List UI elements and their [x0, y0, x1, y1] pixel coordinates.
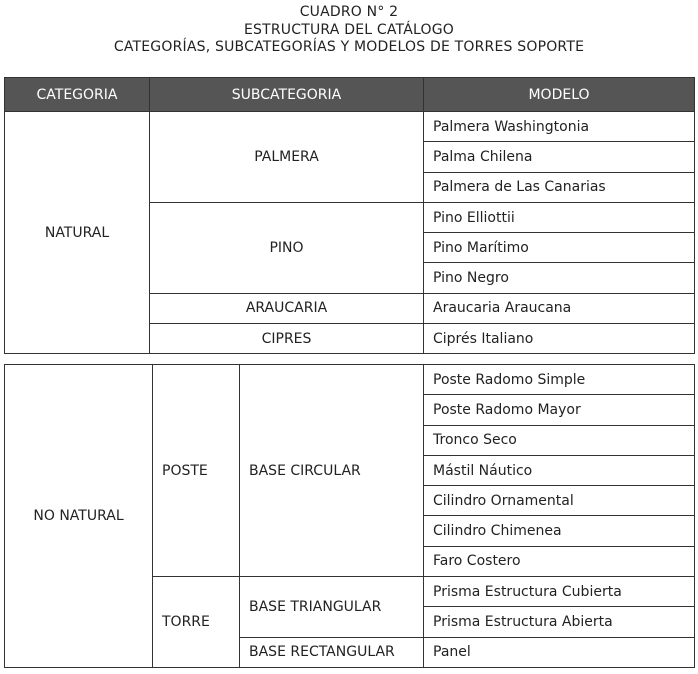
model-cell: Poste Radomo Simple [424, 365, 695, 395]
model-cell: Prisma Estructura Abierta [424, 607, 695, 637]
category-cell: NO NATURAL [5, 365, 153, 668]
base-cell: BASE TRIANGULAR [240, 577, 424, 638]
subcategory-cell: TORRE [153, 577, 240, 668]
header-modelo: MODELO [424, 78, 695, 112]
model-cell: Palma Chilena [424, 142, 695, 172]
header-row [5, 78, 695, 112]
caption-subtitle: CATEGORÍAS, SUBCATEGORÍAS Y MODELOS DE TORRES SOPORTE [113, 39, 585, 55]
caption-title: ESTRUCTURA DEL CATÁLOGO [244, 21, 454, 38]
base-cell: BASE CIRCULAR [240, 365, 424, 577]
model-cell: Mástil Náutico [424, 455, 695, 485]
subcategory-cell: POSTE [153, 365, 240, 577]
model-cell: Pino Marítimo [424, 233, 695, 263]
subcategory-cell: CIPRES [150, 324, 424, 354]
table-row [5, 365, 695, 395]
model-cell: Faro Costero [424, 546, 695, 576]
subcategory-cell: ARAUCARIA [150, 293, 424, 323]
natural-catalog-table [4, 77, 695, 354]
model-cell: Ciprés Italiano [424, 324, 695, 354]
table-row [5, 112, 695, 142]
model-cell: Panel [424, 637, 695, 667]
model-cell: Pino Negro [424, 263, 695, 293]
table-caption [0, 4, 698, 57]
model-cell: Araucaria Araucana [424, 293, 695, 323]
header-subcategoria: SUBCATEGORIA [150, 78, 424, 112]
model-cell: Tronco Seco [424, 425, 695, 455]
model-cell: Prisma Estructura Cubierta [424, 577, 695, 607]
model-cell: Cilindro Ornamental [424, 486, 695, 516]
base-cell: BASE RECTANGULAR [240, 637, 424, 667]
model-cell: Palmera Washingtonia [424, 112, 695, 142]
model-cell: Palmera de Las Canarias [424, 172, 695, 202]
model-cell: Cilindro Chimenea [424, 516, 695, 546]
model-cell: Pino Elliottii [424, 202, 695, 232]
subcategory-cell: PALMERA [150, 112, 424, 203]
header-categoria: CATEGORIA [5, 78, 150, 112]
subcategory-cell: PINO [150, 202, 424, 293]
model-cell: Poste Radomo Mayor [424, 395, 695, 425]
no-natural-catalog-table [4, 364, 695, 668]
category-cell: NATURAL [5, 112, 150, 354]
caption-number: CUADRO N° 2 [299, 4, 399, 20]
